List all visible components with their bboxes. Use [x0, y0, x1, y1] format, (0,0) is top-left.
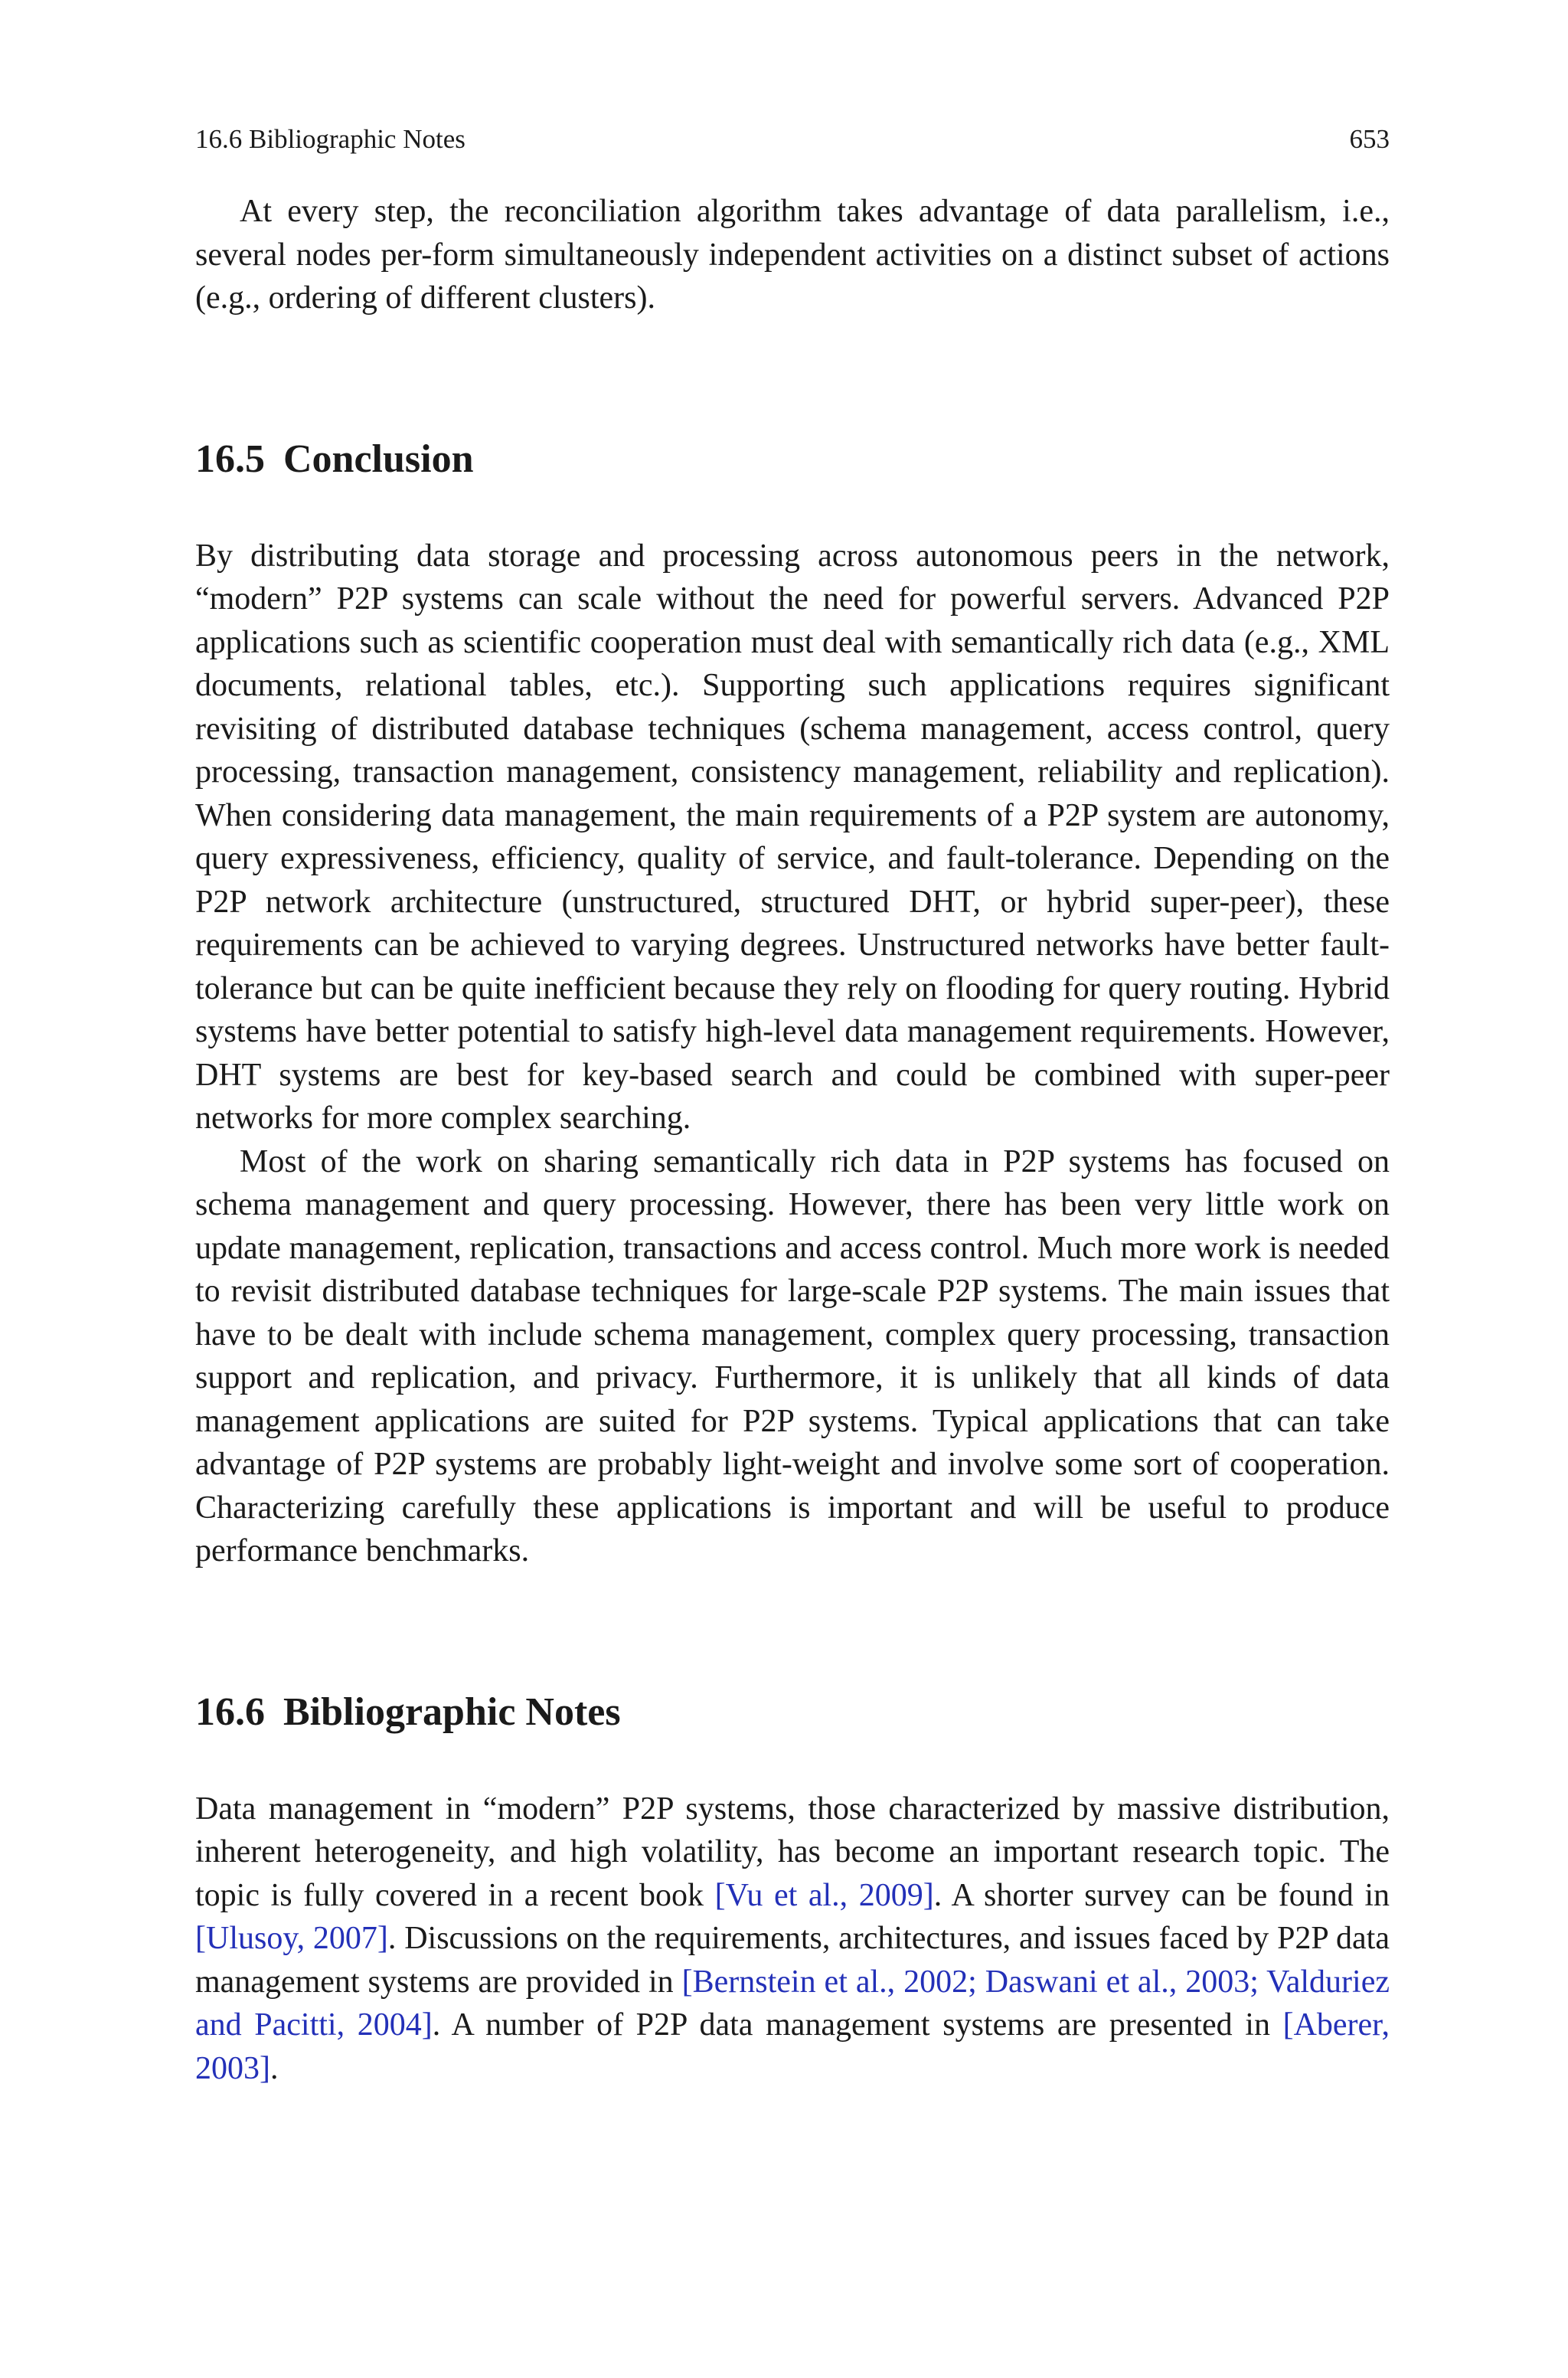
- conclusion-paragraph-1: By distributing data storage and processing across autonomous peers in the network, “modern” P2P systems can scale without the need for powerful servers. Advanced P2P applications such as scientific cooperation must deal with semantically rich data (e.g., XML documents, relational tables, etc.). Supporting such applications requires significant revisiting of distributed database techniques (schema management, access control, query processing, transaction management, consistency management, reliability and replication). When considering data management, the main requirements of a P2P system are autonomy, query expressiveness, efficiency, quality of service, and fault-tolerance. Depending on the P2P network architecture (unstructured, structured DHT, or hybrid super-peer), these requirements can be achieved to varying degrees. Unstructured networks have better fault-tolerance but can be quite inefficient because they rely on flooding for query routing. Hybrid systems have better potential to satisfy high-level data management requirements. However, DHT systems are best for key-based search and could be combined with super-peer networks for more complex searching.: [195, 538, 1390, 1136]
- section-title: Bibliographic Notes: [283, 1689, 621, 1734]
- section-heading-bibliographic-notes: [195, 1688, 1390, 1737]
- body-text: .: [270, 2050, 279, 2086]
- running-header: [195, 123, 1390, 156]
- section-heading-conclusion: [195, 435, 1390, 484]
- running-title: 16.6 Bibliographic Notes: [195, 124, 466, 154]
- intro-paragraph: At every step, the reconciliation algorithm takes advantage of data parallelism, i.e., several nodes per-form simultaneously independent activities on a distinct subset of actions (e.g., ordering of different clusters).: [195, 194, 1390, 316]
- section-number: 16.6: [195, 1689, 265, 1734]
- body-text: . A number of P2P data management systems are presented in: [432, 2007, 1283, 2043]
- body-text: Data management in “modern” P2P systems, those characterized by massive distribution, inherent heterogeneity, and high volatility, has become an important research topic. The topic is fully covered in a recent book: [195, 1791, 1390, 1913]
- citation-link[interactable]: [Vu et al., 2009]: [714, 1877, 934, 1913]
- section-title: Conclusion: [283, 437, 474, 481]
- citation-link[interactable]: [Aberer, 2003]: [195, 2007, 1390, 2086]
- book-page: [195, 123, 1390, 2090]
- conclusion-paragraph-2: Most of the work on sharing semantically rich data in P2P systems has focused on schema management and query processing. However, there has been very little work on update management, replication, transactions and access control. Much more work is needed to revisit distributed database techniques for large-scale P2P systems. The main issues that have to be dealt with include schema management, complex query processing, transaction support and replication, and privacy. Furthermore, it is unlikely that all kinds of data management applications are suited for P2P systems. Typical applications that can take advantage of P2P systems are probably light-weight and involve some sort of cooperation. Characterizing carefully these applications is important and will be useful to produce performance benchmarks.: [195, 1143, 1390, 1568]
- page-number: 653: [1349, 124, 1390, 154]
- body-text: . A shorter survey can be found in: [933, 1877, 1390, 1913]
- section-number: 16.5: [195, 437, 265, 481]
- bibliographic-paragraph: [195, 1788, 1390, 2091]
- citation-link[interactable]: [Bernstein et al., 2002; Daswani et al., 2003; Valduriez and Pacitti, 2004]: [195, 1964, 1390, 2043]
- body-text: . Discussions on the requirements, architectures, and issues faced by P2P data management systems are provided in: [195, 1921, 1390, 2000]
- citation-link[interactable]: [Ulusoy, 2007]: [195, 1921, 388, 1956]
